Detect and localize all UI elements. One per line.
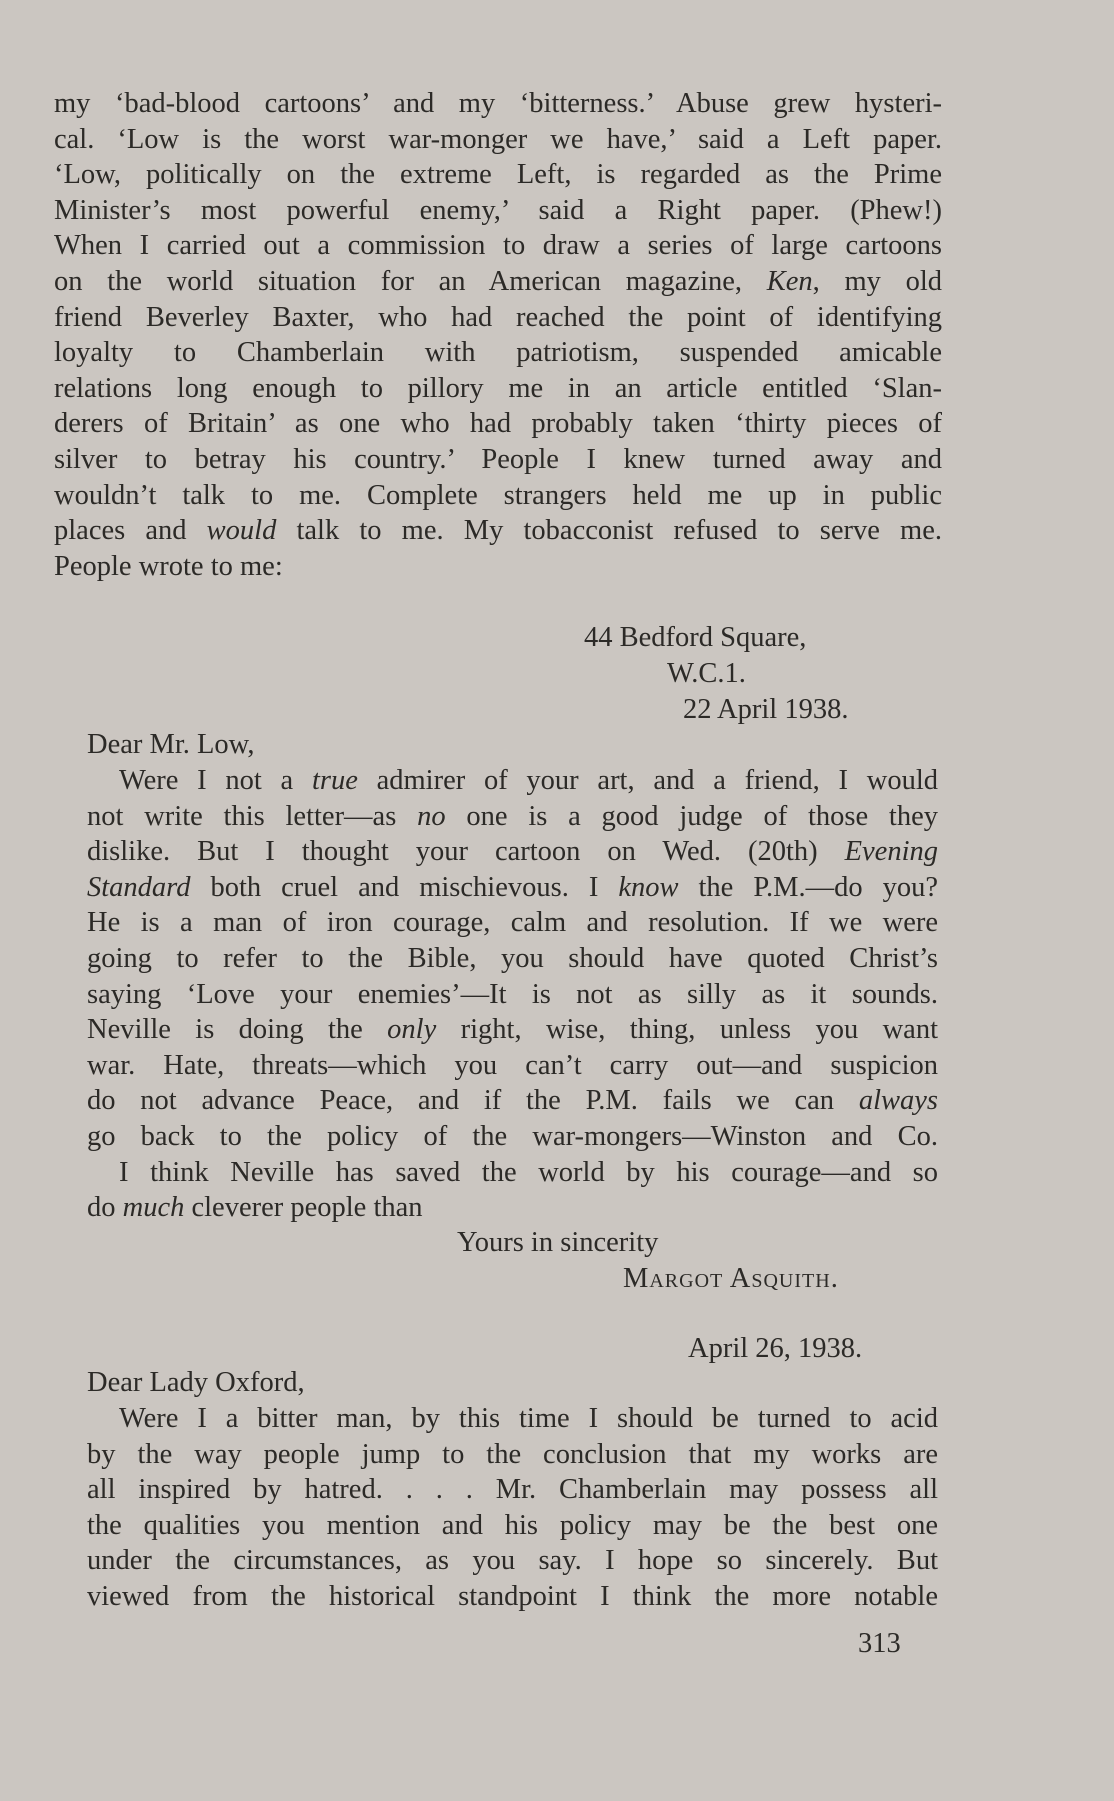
- text-line: [87, 1155, 938, 1191]
- text-fragment: admirer of your art, and a friend, I would: [357, 765, 939, 796]
- text-fragment: relations long enough to pillory me in an article entitled ‘Slan-: [54, 372, 942, 404]
- text-line: [87, 1437, 938, 1473]
- text-line: [54, 157, 942, 193]
- letter2-salutation: Dear Lady Oxford,: [87, 1367, 305, 1398]
- text-line: [54, 264, 942, 300]
- text-fragment: cal. ‘Low is the worst war-monger we have,’ said a Left paper.: [54, 123, 942, 155]
- text-fragment: the qualities you mention and his policy may be the best one: [87, 1509, 938, 1541]
- letter2-date: April 26, 1938.: [688, 1333, 863, 1364]
- text-fragment: all inspired by hatred. . . . Mr. Chamberlain may possess all: [87, 1474, 938, 1506]
- text-line: [87, 1083, 938, 1119]
- italic-text: always: [858, 1085, 938, 1117]
- text-fragment: I think Neville has saved the world by his courage—and so: [119, 1156, 938, 1188]
- page-number: 313: [858, 1628, 901, 1659]
- text-fragment: places and: [54, 515, 207, 547]
- text-fragment: When I carried out a commission to draw a series of large cartoons: [54, 230, 942, 262]
- text-fragment: Were I a bitter man, by this time I should be turned to acid: [119, 1403, 938, 1434]
- text-fragment: war. Hate, threats—which you can’t carry out—and suspicion: [87, 1049, 938, 1081]
- text-fragment: both cruel and mischievous. I: [190, 871, 619, 903]
- letter2-body: [87, 1401, 938, 1615]
- text-line: [87, 941, 938, 977]
- text-fragment: do: [87, 1192, 123, 1224]
- text-fragment: People wrote to me:: [54, 550, 283, 582]
- text-fragment: Minister’s most powerful enemy,’ said a Right paper. (Phew!): [54, 194, 942, 226]
- italic-text: true: [311, 765, 358, 796]
- text-fragment: talk to me. My tobacconist refused to serve me.: [276, 515, 942, 547]
- text-fragment: Were I not a: [119, 765, 312, 796]
- text-fragment: one is a good judge of those they: [445, 800, 938, 832]
- italic-text: would: [206, 515, 277, 547]
- text-fragment: cleverer people than: [184, 1192, 423, 1224]
- text-fragment: going to refer to the Bible, you should have quoted Christ’s: [87, 942, 938, 974]
- text-line: [87, 763, 938, 799]
- letter1-address-line1: 44 Bedford Square,: [584, 622, 807, 653]
- text-line: [87, 1472, 938, 1508]
- text-fragment: ‘Low, politically on the extreme Left, is regarded as the Prime: [54, 159, 942, 191]
- text-line: [87, 905, 938, 941]
- italic-text: Evening: [844, 836, 938, 868]
- text-fragment: right, wise, thing, unless you want: [436, 1014, 938, 1046]
- letter1-body: [87, 763, 938, 1226]
- text-line: [54, 228, 942, 264]
- text-fragment: saying ‘Love your enemies’—It is not as silly as it sounds.: [87, 978, 938, 1010]
- text-line: [54, 122, 942, 158]
- text-line: [54, 300, 942, 336]
- text-line: [54, 549, 942, 585]
- letter1-date: 22 April 1938.: [683, 694, 849, 725]
- text-line: [87, 1119, 938, 1155]
- text-fragment: the P.M.—do you?: [678, 871, 938, 903]
- text-line: [54, 478, 942, 514]
- text-line: [54, 406, 942, 442]
- text-line: [87, 1543, 938, 1579]
- text-line: [54, 442, 942, 478]
- italic-text: know: [618, 871, 679, 903]
- text-fragment: my ‘bad-blood cartoons’ and my ‘bitterness.’ Abuse grew hysteri-: [54, 88, 942, 119]
- text-fragment: dislike. But I thought your cartoon on Wed. (20th): [87, 836, 845, 868]
- text-line: [54, 513, 942, 549]
- text-line: [87, 1579, 938, 1615]
- text-line: [87, 870, 938, 906]
- text-fragment: not write this letter—as: [87, 800, 418, 832]
- text-fragment: under the circumstances, as you say. I hope so sincerely. But: [87, 1545, 938, 1577]
- text-fragment: do not advance Peace, and if the P.M. fails we can: [87, 1085, 859, 1117]
- intro-paragraph: [54, 86, 942, 584]
- text-line: [54, 335, 942, 371]
- text-fragment: wouldn’t talk to me. Complete strangers held me up in public: [54, 479, 942, 511]
- italic-text: Ken: [766, 265, 813, 297]
- text-line: [87, 977, 938, 1013]
- text-fragment: silver to betray his country.’ People I knew turned away and: [54, 443, 942, 475]
- text-line: [87, 1508, 938, 1544]
- text-line: [87, 1190, 938, 1226]
- text-line: [54, 371, 942, 407]
- text-line: [87, 1048, 938, 1084]
- text-fragment: friend Beverley Baxter, who had reached the point of identifying: [54, 301, 942, 333]
- text-fragment: , my old: [812, 265, 942, 297]
- text-fragment: Neville is doing the: [87, 1014, 388, 1046]
- text-line: [87, 799, 938, 835]
- text-fragment: go back to the policy of the war-mongers—Winston and Co.: [87, 1120, 938, 1152]
- italic-text: much: [122, 1192, 185, 1224]
- text-fragment: He is a man of iron courage, calm and resolution. If we were: [87, 907, 938, 939]
- text-fragment: viewed from the historical standpoint I think the more notable: [87, 1580, 938, 1612]
- letter1-signature: Margot Asquith.: [623, 1263, 839, 1294]
- text-line: [87, 1012, 938, 1048]
- italic-text: only: [387, 1014, 437, 1046]
- italic-text: no: [417, 800, 446, 832]
- text-fragment: by the way people jump to the conclusion that my works are: [87, 1438, 938, 1470]
- italic-text: Standard: [87, 871, 191, 903]
- letter1-salutation: Dear Mr. Low,: [87, 729, 255, 760]
- text-line: [54, 193, 942, 229]
- letter1-address-line2: W.C.1.: [667, 658, 746, 689]
- text-fragment: loyalty to Chamberlain with patriotism, suspended amicable: [54, 337, 942, 369]
- text-fragment: derers of Britain’ as one who had probably taken ‘thirty pieces of: [54, 408, 942, 440]
- text-line: [54, 86, 942, 122]
- text-line: [87, 1401, 938, 1437]
- text-fragment: on the world situation for an American magazine,: [54, 265, 767, 297]
- text-line: [87, 834, 938, 870]
- letter1-closing: Yours in sincerity: [457, 1227, 659, 1258]
